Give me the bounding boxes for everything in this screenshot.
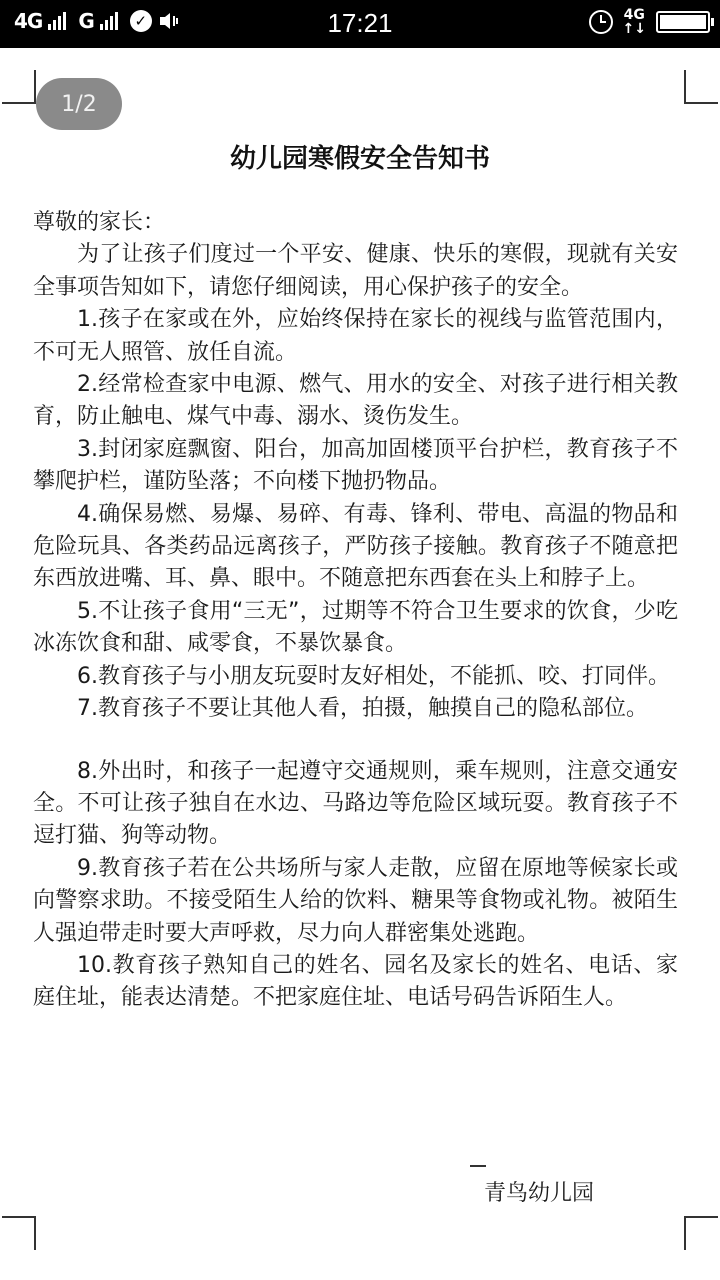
list-item: 6.教育孩子与小朋友玩耍时友好相处，不能抓、咬、打同伴。 xyxy=(77,663,670,689)
page-indicator[interactable]: 1/2 xyxy=(36,78,122,130)
signature: 青鸟幼儿园 xyxy=(484,1181,595,1206)
battery-icon xyxy=(656,11,710,33)
network-label-1: 4G xyxy=(14,9,43,33)
page-corner-mark xyxy=(2,1216,36,1250)
list-item: 1.孩子在家或在外，应始终保持在家长的视线与监管范围内，不可无人照管、放任自流。 xyxy=(33,307,678,365)
signature-dash xyxy=(470,1165,486,1167)
list-item: 10.教育孩子熟知自己的姓名、园名及家长的姓名、电话、家庭住址，能表达清楚。不把家庭住址、电话号码告诉陌生人。 xyxy=(33,952,678,1011)
list-item: 9.教育孩子若在公共场所与家人走散，应留在原地等候家长或向警察求助。不接受陌生人给的饮料、糖果等食物或礼物。被陌生人强迫带走时要大声呼救，尽力向人群密集处逃跑。 xyxy=(33,855,678,946)
alarm-icon xyxy=(589,10,613,34)
list-item: 7.教育孩子不要让其他人看，拍摄，触摸自己的隐私部位。 xyxy=(77,696,648,722)
page-corner-mark xyxy=(2,70,36,104)
intro-paragraph: 为了让孩子们度过一个平安、健康、快乐的寒假，现就有关安全事项告知如下，请您仔细阅读，用心保护孩子的安全。 xyxy=(33,242,678,300)
document-title: 幼儿园寒假安全告知书 xyxy=(229,144,490,174)
list-item: 4.确保易燃、易爆、易碎、有毒、锋利、带电、高温的物品和危险玩具、各类药品远离孩子，严防孩子接触。教育孩子不随意把东西放进嘴、耳、鼻、眼中。不随意把东西套在头上和脖子上。 xyxy=(33,501,678,592)
status-bar xyxy=(0,0,720,48)
network-label-right: 4G ↑↓ xyxy=(622,7,646,37)
check-icon: ✓ xyxy=(130,10,152,32)
status-right xyxy=(589,8,710,36)
greeting: 尊敬的家长： xyxy=(33,210,166,235)
list-item: 5.不让孩子食用“三无”，过期等不符合卫生要求的饮食，少吃冰冻饮食和甜、咸零食，不暴饮暴食。 xyxy=(33,598,678,657)
clock: 17:21 xyxy=(327,8,393,38)
list-item: 3.封闭家庭飘窗、阳台，加高加固楼顶平台护栏，教育孩子不攀爬护栏，谨防坠落；不向楼下抛扔物品。 xyxy=(33,436,678,495)
list-item: 8.外出时，和孩子一起遵守交通规则，乘车规则，注意交通安全。不可让孩子独自在水边、马路边等危险区域玩耍。教育孩子不逗打猫、狗等动物。 xyxy=(33,758,678,849)
network-right-text: 4G xyxy=(623,7,645,23)
page-corner-mark xyxy=(684,70,718,104)
page-corner-mark xyxy=(684,1216,718,1250)
network-label-2: G xyxy=(78,9,94,33)
document-body xyxy=(33,207,678,1015)
list-item: 2.经常检查家中电源、燃气、用水的安全、对孩子进行相关教育，防止触电、煤气中毒、溺水、烫伤发生。 xyxy=(33,372,678,430)
